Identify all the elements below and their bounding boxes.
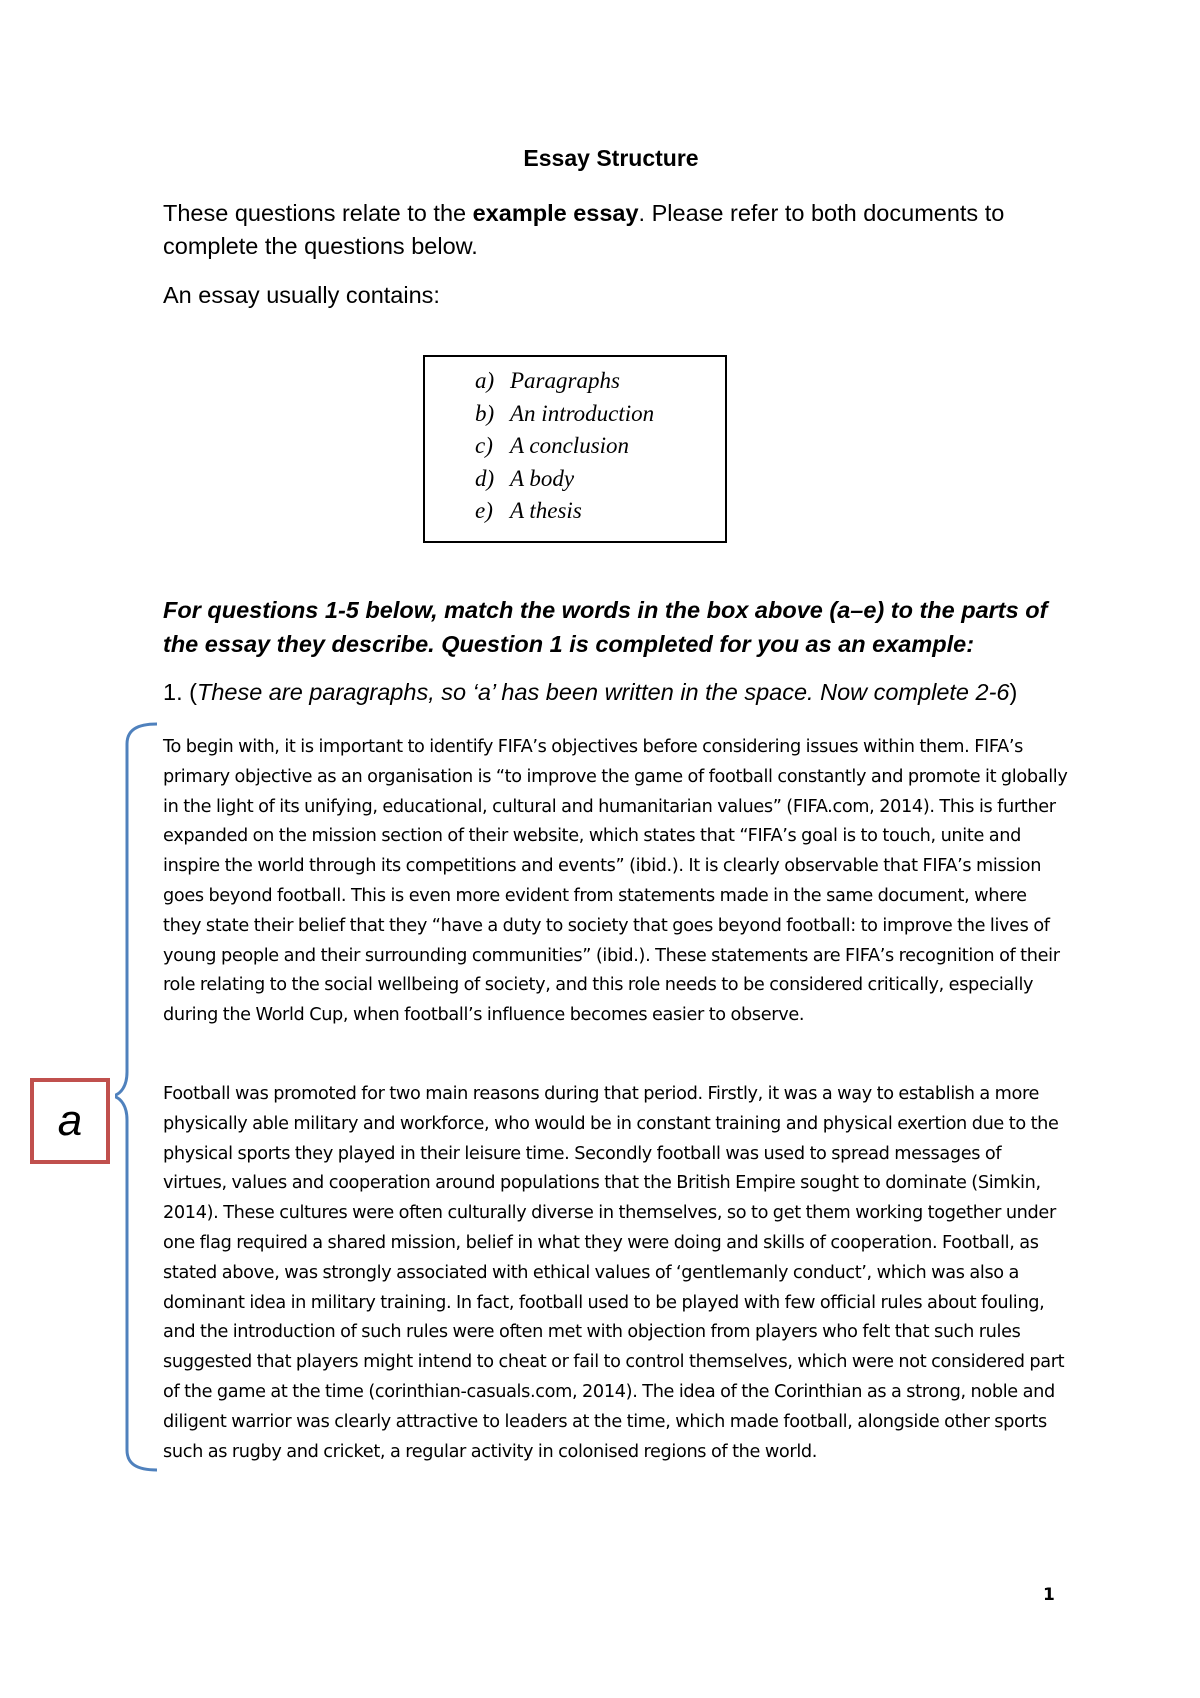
option-item xyxy=(475,365,654,398)
intro-before: These questions relate to the xyxy=(163,200,473,226)
option-text: Paragraphs xyxy=(510,368,620,393)
example-text: These are paragraphs, so ‘a’ has been written in the space. Now complete 2-6 xyxy=(196,679,1010,705)
option-letter: b) xyxy=(475,400,495,426)
option-text: An introduction xyxy=(510,400,655,426)
option-letter: a) xyxy=(475,368,495,393)
option-text: A thesis xyxy=(510,498,582,523)
option-item xyxy=(475,463,654,496)
instruction-text: For questions 1-5 below, match the words in the box above (a–e) to the parts of the essay they describe. Question 1 is completed for you as an example: xyxy=(163,597,1048,657)
essay-paragraph-2: Football was promoted for two main reasons during that period. Firstly, it was a way to establish a more physically able military and workforce, who would be in constant training and physical exertion due to the physical sports they played in their leisure time. Secondly football was used to spread messages of virtues, values and cooperation around populations that the British Empire sought to dominate (Simkin, 2014). These cultures were often culturally diverse in themselves, so to get them working together under one flag required a shared mission, belief in what they were doing and skills of cooperation. Football, as stated above, was strongly associated with ethical values of ‘gentlemanly conduct’, which was also a dominant idea in military training. In fact, football used to be played with few official rules about fouling, and the introduction of such rules were often met with objection from players who felt that such rules suggested that players might intend to cheat or fail to control themselves, which were not considered part of the game at the time (corinthian-casuals.com, 2014). The idea of the Corinthian as a strong, noble and diligent warrior was clearly attractive to leaders at the time, which made football, alongside other sports such as rugby and cricket, a regular activity in colonised regions of the world. xyxy=(163,1084,1065,1462)
intro-text xyxy=(163,197,1063,263)
options-list xyxy=(475,365,654,528)
contains-label: An essay usually contains: xyxy=(163,282,440,308)
option-text: A conclusion xyxy=(510,433,630,458)
option-letter: d) xyxy=(475,465,495,491)
answer-box: a xyxy=(30,1078,110,1164)
option-letter: e) xyxy=(475,498,493,523)
option-item xyxy=(475,430,654,463)
intro-bold: example essay xyxy=(472,200,639,226)
page-number: 1 xyxy=(1043,1585,1055,1605)
example-prefix: 1. ( xyxy=(163,679,197,705)
option-letter: c) xyxy=(475,433,493,458)
page-title: Essay Structure xyxy=(523,145,699,171)
option-item xyxy=(475,495,654,528)
curly-brace-bracket xyxy=(115,722,160,1474)
options-box xyxy=(423,355,727,543)
intro-after: . Please refer to both documents to complete the questions below. xyxy=(163,200,1005,259)
bracket-path xyxy=(115,724,157,1470)
example-line xyxy=(163,679,1017,706)
option-text: A body xyxy=(510,465,575,491)
option-item xyxy=(475,398,654,431)
example-suffix: ) xyxy=(1009,679,1018,705)
essay-paragraph-1: To begin with, it is important to identify FIFA’s objectives before considering issues within them. FIFA’s primary objective as an organisation is “to improve the game of football constantly and promote it globally in the light of its unifying, educational, cultural and humanitarian values” (FIFA.com, 2014). This is further expanded on the mission section of their website, which states that “FIFA’s goal is to touch, unite and inspire the world through its competitions and events” (ibid.). It is clearly observable that FIFA’s mission goes beyond football. This is even more evident from statements made in the same document, where they state their belief that they “have a duty to society that goes beyond football: to improve the lives of young people and their surrounding communities” (ibid.). These statements are FIFA’s recognition of their role relating to the social wellbeing of society, and this role needs to be considered critically, especially during the World Cup, when football’s influence becomes easier to observe. xyxy=(163,737,1068,1026)
